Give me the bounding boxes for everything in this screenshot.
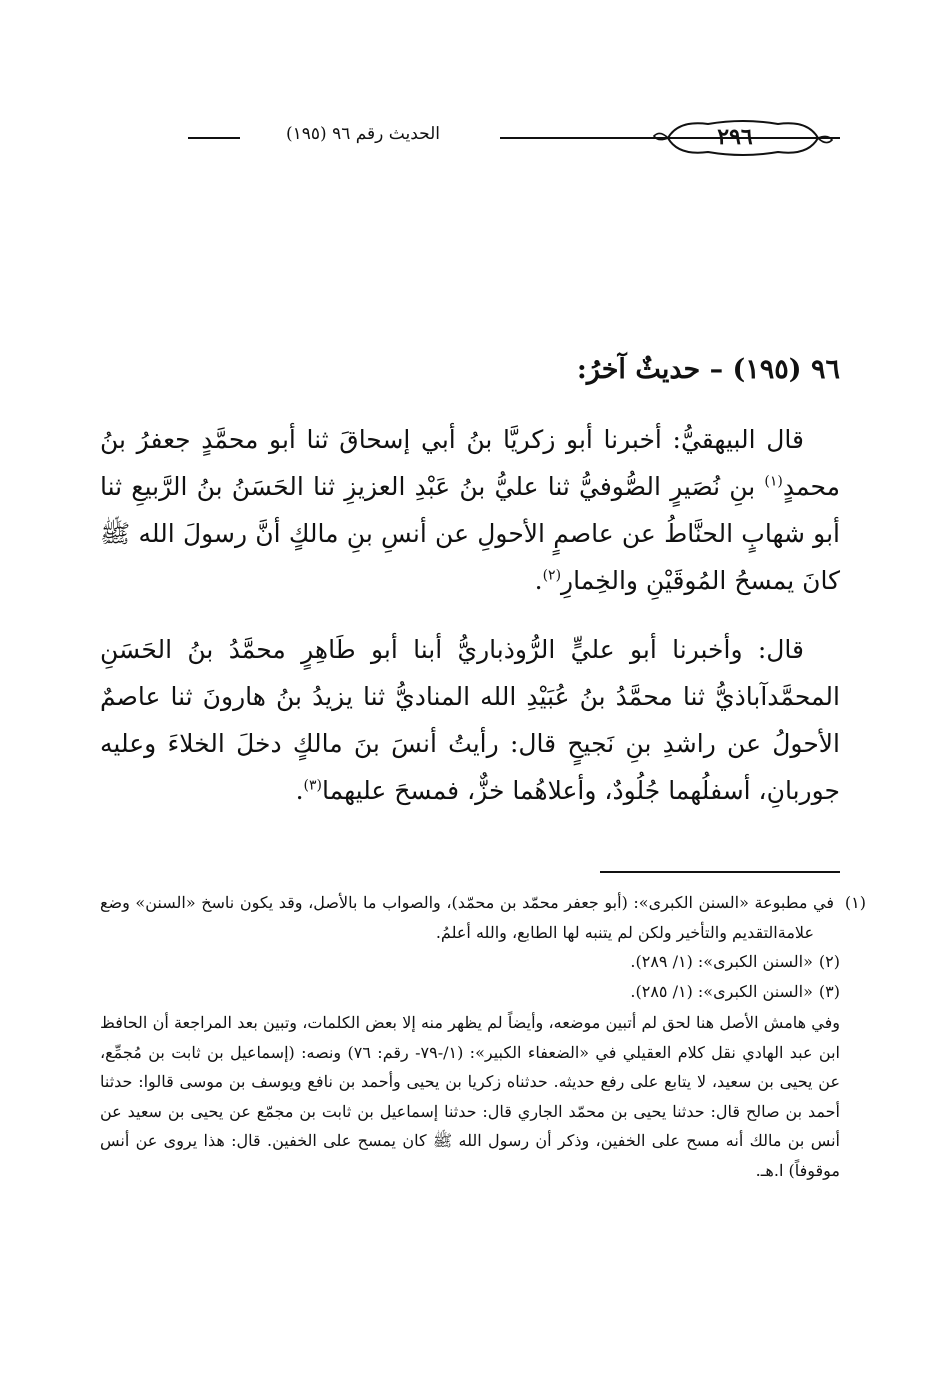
hadith-paragraph-2 xyxy=(100,626,840,814)
footnote-text: «السنن الكبرى»: (١/ ٢٨٥). xyxy=(630,981,813,1001)
footnote-reference: (٢) xyxy=(542,567,562,584)
running-header xyxy=(100,112,840,162)
hadith-heading: ٩٦ (١٩٥) – حديثٌ آخرُ: xyxy=(576,354,840,385)
paragraph-text: قال: وأخبرنا أبو عليٍّ الرُّوذباريُّ أبنا أبو طَاهِرٍ محمَّدُ بنُ الحَسَنِ المحمَّدآباذيُّ ثنا محمَّدُ بنُ عُبَيْدِ الله المناديُّ ثنا يزيدُ بنُ هارونَ ثنا عاصمٌ الأحولُ عن راشدِ بنِ نَجيحٍ قال: رأيتُ أنسَ بنَ مالكٍ دخلَ الخلاءَ وعليه جوربانِ، أسفلُهما جُلُودٌ، وأعلاهُما خزٌّ، فمسحَ عليهما xyxy=(100,635,840,805)
running-title: الحديث رقم ٩٦ (١٩٥) xyxy=(285,124,441,144)
footnote-2 xyxy=(100,947,840,977)
footnote-reference: (٣) xyxy=(303,777,323,794)
paragraph-text: بنِ نُصَيرٍ الصُّوفيُّ ثنا عليُّ بنُ عَبْدِ العزيزِ ثنا الحَسَنُ بنُ الرَّبيعِ ثنا أبو شهابٍ الحنَّاطُ عن عاصمٍ الأحولِ عن أنسِ بنِ مالكٍ أنَّ رسولَ الله ﷺ كانَ يمسحُ المُوقَيْنِ والخِمارِ xyxy=(100,472,840,595)
footnote-reference: (١) xyxy=(764,473,783,490)
footnote-3-continuation: وفي هامش الأصل هنا لحق لم أتبين موضعه، وأيضاً لم يظهر منه إلا بعض الكلمات، وتبين بعد المراجعة أن الحافظ ابن عبد الهادي نقل كلام العقيلي في «الضعفاء الكبير»: (١/-٧٩- رقم: ٧٦) ونصه: (إسماعيل بن ثابت بن مُجمِّع، عن يحيى بن سعيد، لا يتابع على رفع حديثه. حدثناه زكريا بن يحيى وأحمد بن نافع ويوسف بن موسى قالوا: حدثنا أحمد بن صالح قال: حدثنا يحيى بن محمّد الجاري قال: حدثنا إسماعيل بن ثابت بن مجمّع عن يحيى بن سعيد عن أنس بن مالك أنه مسح على الخفين، وذكر أن رسول الله ﷺ كان يمسح على الخفين. قال: هذا يروى عن أنس موقوفاً) ا.هـ. xyxy=(100,1013,840,1180)
footnote-3 xyxy=(100,977,840,1007)
footnote-text: «السنن الكبرى»: (١/ ٢٨٩). xyxy=(630,952,813,971)
hadith-paragraph-1 xyxy=(100,416,840,604)
footnote-number: (٢) xyxy=(818,952,840,971)
footnote-separator xyxy=(600,871,840,873)
paragraph-text: . xyxy=(534,566,543,595)
footnotes xyxy=(100,888,866,1185)
main-content xyxy=(100,350,840,836)
footnote-1: (١)في مطبوعة «السنن الكبرى»: (أبو جعفر محمّد بن محمّد)، والصواب ما بالأصل، وقد يكون ناسخ «السنن» وضع علامةالتقديم والتأخير ولكن لم يتنبه لها الطابع، والله أعلمُ. xyxy=(100,893,866,942)
paragraph-text: قال البيهقيُّ: أخبرنا أبو زكريَّا بنُ أبي إسحاقَ ثنا أبو محمَّدٍ جعفرُ بنُ محمدٍ xyxy=(100,425,840,501)
footnote-text: في مطبوعة «السنن الكبرى»: (أبو جعفر محمّد بن محمّد)، والصواب ما بالأصل، وقد يكون ناسخ «السنن» وضع علامةالتقديم والتأخير ولكن لم يتنبه لها الطابع، والله أعلمُ. xyxy=(100,893,834,942)
page-number: ٢٩٦ xyxy=(717,124,753,150)
footnote-number: (٣) xyxy=(818,981,840,1001)
header-rule-left xyxy=(188,137,240,139)
paragraph-text: . xyxy=(295,776,304,805)
